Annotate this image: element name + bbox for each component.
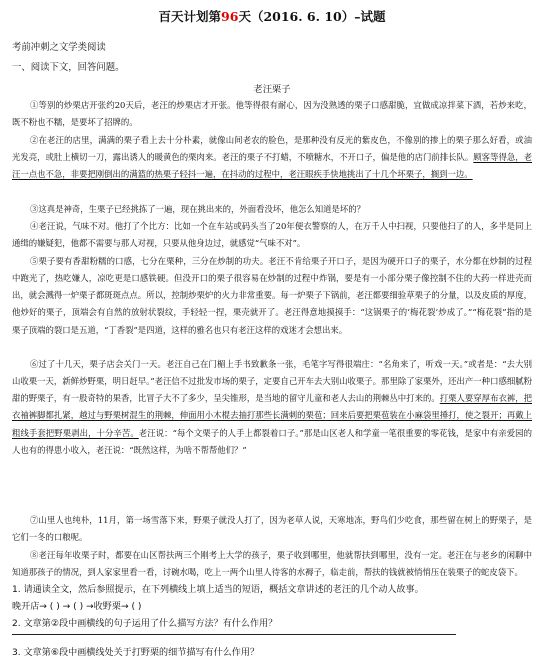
question-1-fill-blanks[interactable]: 晚开店→ ( ) → ( ) →收野栗→ ( )	[12, 602, 142, 612]
paragraph-3	[12, 201, 532, 218]
paragraph-4-text: ④老汪说，气味不对。他打了个比方：比如一个在车站或码头当了20年便衣警察的人，在万千人中扫视，只要他扫了的人，多半是同上通缉的嫌疑犯，他都不需要与那人对视，只要从他身边过，就感觉“气味不对”。	[12, 221, 532, 249]
paragraph-6	[12, 356, 532, 459]
paragraph-5-text: ⑤栗子要有香甜粉糯的口感，七分在栗种，三分在炒制的功夫。老汪不肯给栗子开口子，是因为硬开口子的栗子，水分都在炒制的过程中跑光了，热吃嫌人，凉吃更是口感铁硬。但没开口的栗子很容易在炒制的过程中炸锅，要是有一小部分栗子像控制不住的大药一样进壳而出，就会溅得一炉栗子都斑斑点点。所以，控制炒栗炉的火力非常重要。每一炉栗子下锅前，老汪都要细验草栗子的分量，以及皮质的厚度，他炒好的栗子，顶端会有自然的放射状裂纹，手轻轻一捏，栗壳就开了。老汪得意地摸摸手：“这锅栗子的‘梅花裂’炒成了。”“梅花裂”指的是栗子顶端的裂口是五道，“丁香裂”是四道，这样的雅名也只有老汪这样的戏迷才会想出来。	[12, 256, 532, 335]
paragraph-7-text: ⑦山里人也纯朴，11月，第一场雪落下来，野栗子就没人打了，因为老草人说，天寒地冻，野鸟们少吃食，那些留在树上的野栗子，是它们一冬的口粮呢。	[12, 515, 532, 543]
question-1: 1. 请通读全文，然后参照提示，在下列横线上填上适当的短语，概括文章讲述的老汪的几个动人故事。	[12, 585, 424, 595]
paragraph-2-underlined-sentence: 顾客等得急，老汪一点也不急，非要把刚倒出的满篮的热栗子轻抖一遍，在抖动的过程中，老汪眼疾手快地挑出了十几个坏栗子，搁到一边。	[12, 152, 532, 180]
story-title: 老汪栗子	[253, 84, 291, 95]
question-3: 3. 文章第⑥段中画横线处关于打野栗的细节描写有什么作用？	[12, 648, 260, 658]
paragraph-6-underlined-detail: 打栗人要穿厚布衣裤，把衣袖裤脚都扎紧，越过与野栗树混生的荆棘，伸面用小木棍去抽打那些长满刺的栗苞；回来后要把栗苞装在小麻袋里捶打，使之裂开；再戴上粗线手套把野栗剥出，十分辛苦。	[12, 393, 532, 438]
paragraph-1	[12, 97, 532, 131]
paragraph-5	[12, 253, 532, 339]
title-suffix: 天（2016. 6. 10）–试题	[238, 9, 386, 24]
paragraph-2-text: ②在老汪的店里，满满的栗子看上去十分朴素，就像山间老农的脸色，是那种没有反光的紫皮色，不像别的掺上的栗子那么好看，或油光发亮，或肚上横切一刀，露出诱人的暖黄色的栗肉来。老汪的栗子不打蜡，不喷糖水，不开口子，偏是他的店门前排长队。	[12, 135, 532, 163]
paragraph-4	[12, 218, 532, 252]
paragraph-6-text: ⑥过了十几天，栗子店会关门一天。老汪自己在门楣上手书致歉条一张，毛笔字写得很端庄：“名角来了，听戏一天。”或者是：“去大别山收栗一天，新鲜炒野栗，明日赶早。”老汪信不过批发市场的栗子，定要自己开车去大别山收栗子。那里除了家栗外，还出产一种口感细腻粉甜的野栗子，有一股奇特的果香，比冒子大不了多少，呈尖锥形，是当地的留守儿童和老人去山的荆棘丛中打来的。	[12, 359, 532, 404]
page-title	[0, 7, 544, 25]
paragraph-7	[12, 512, 532, 546]
question-2: 2. 文章第②段中画横线的句子运用了什么描写方法？有什么作用？	[12, 619, 278, 629]
paragraph-8-text: ⑧老汪每年收栗子时，都要在山区帮扶两三个刚考上大学的孩子，栗子收到哪里，他就帮扶到哪里，没有一定。老汪在与老乡的闲聊中知道那孩子的情况，到人家家里看一看，讨碗水喝，吃上一两个山里人待客的水褥子，临走前，帮扶的钱就被悄悄压在装栗子的蛇皮袋下。	[12, 550, 532, 578]
paragraph-6-text-after: 老汪说：“每个文栗子的人手上都裂着口子。”那是山区老人和学童一笔很重要的零花钱，是家中有亲爱园的人也有的得患小收入，老汪说：“既然这样，为啥不帮帮他们？”	[12, 427, 532, 455]
title-prefix: 百天计划第	[158, 9, 222, 24]
answer-line[interactable]	[12, 634, 456, 635]
section-label: 考前冲刺之文学类阅读	[12, 42, 106, 53]
paragraph-1-text: ①等别的炒栗店开张约20天后，老汪的炒栗店才开张。他等得很有耐心，因为没熟透的栗子口感甜脆，宜做成凉拌菜下酒，若炒来吃，既不粉也不糯，是要坏了招牌的。	[12, 100, 532, 128]
paragraph-2	[12, 132, 532, 183]
title-day-number: 96	[221, 9, 239, 24]
paragraph-3-text: ③这真是神奇，生栗子已经挑拣了一遍，现在挑出来的，外面看没坏，他怎么知道是坏的？	[30, 204, 365, 214]
paragraph-8	[12, 547, 532, 581]
instruction-text: 一、阅读下文，回答问题。	[12, 62, 125, 73]
